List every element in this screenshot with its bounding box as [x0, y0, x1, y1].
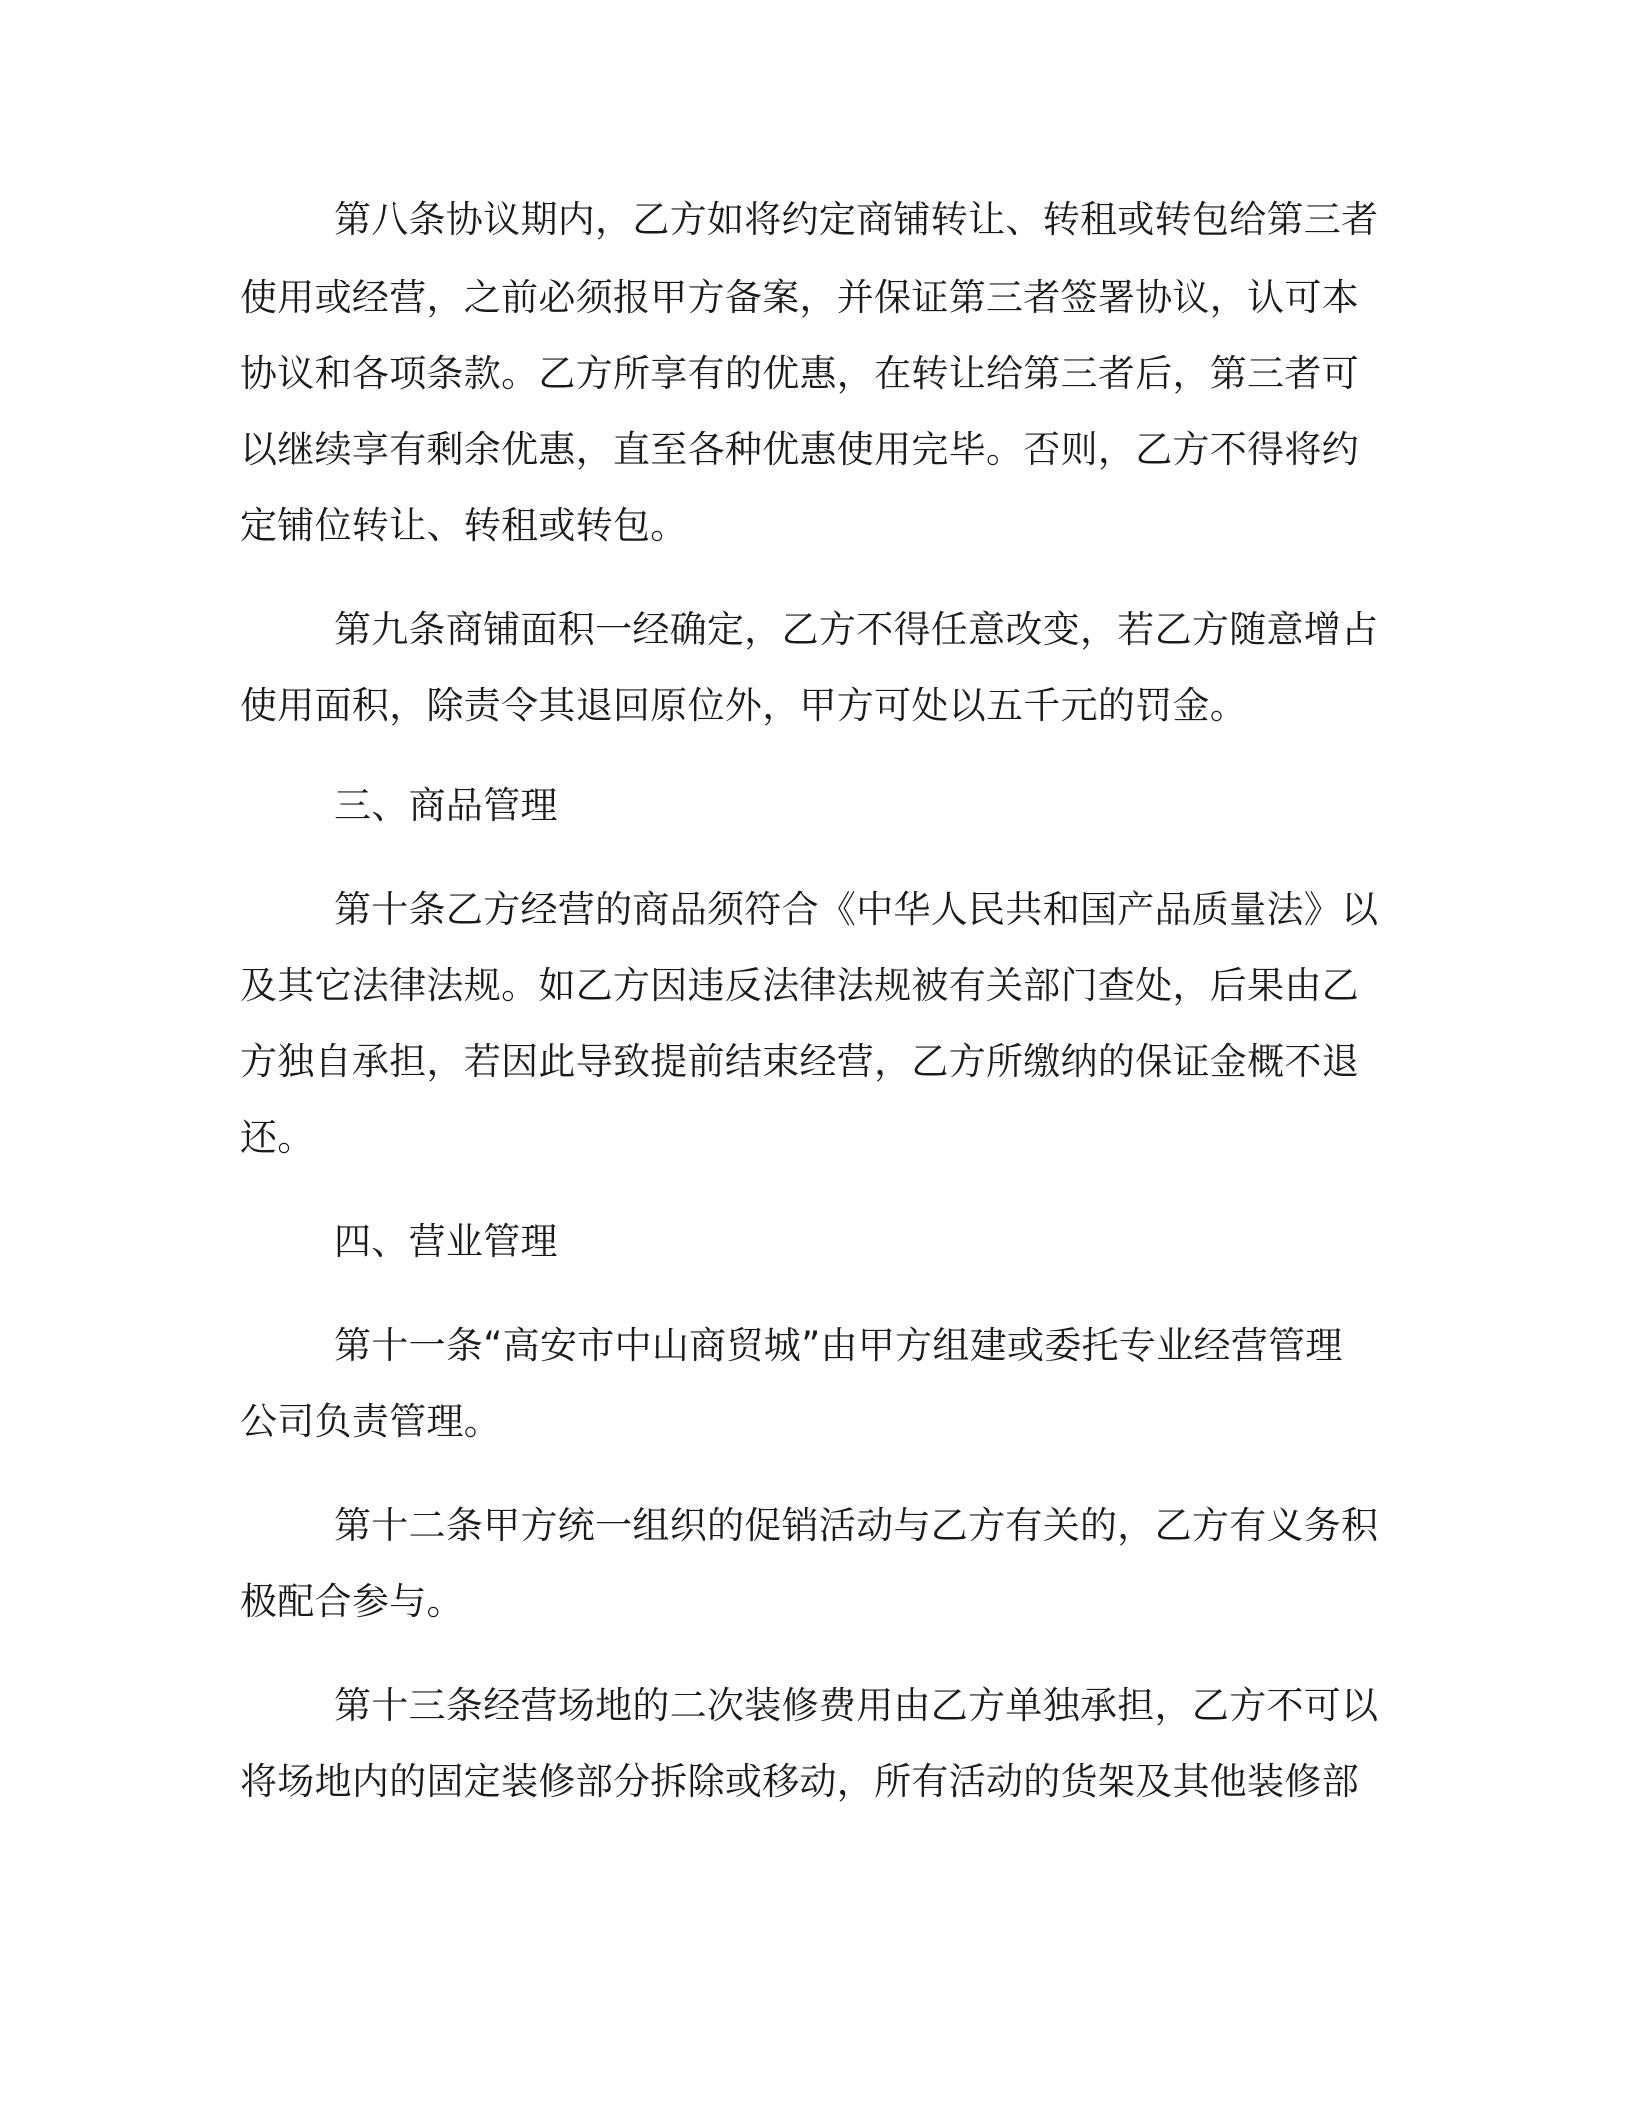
text-line: 公司负责管理。: [240, 1400, 502, 1443]
text-line: 方独自承担，若因此导致提前结束经营，乙方所缴纳的保证金概不退: [240, 1040, 1359, 1083]
text-line: 第九条商铺面积一经确定，乙方不得任意改变，若乙方随意增占: [334, 608, 1379, 651]
text-line: 还。: [240, 1116, 315, 1159]
text-line: 使用或经营，之前必须报甲方备案，并保证第三者签署协议，认可本: [240, 276, 1359, 319]
text-line: 极配合参与。: [240, 1580, 464, 1623]
section-heading-goods-management: 三、商品管理: [334, 784, 558, 827]
text-line: 第十二条甲方统一组织的促销活动与乙方有关的，乙方有义务积: [334, 1504, 1379, 1547]
text-line: 将场地内的固定装修部分拆除或移动，所有活动的货架及其他装修部: [240, 1760, 1359, 1803]
text-line: 使用面积，除责令其退回原位外，甲方可处以五千元的罚金。: [240, 684, 1248, 727]
section-heading-business-management: 四、营业管理: [334, 1220, 558, 1263]
text-line: 第十三条经营场地的二次装修费用由乙方单独承担，乙方不可以: [334, 1684, 1379, 1727]
text-line: 及其它法律法规。如乙方因违反法律法规被有关部门查处，后果由乙: [240, 964, 1359, 1007]
text-line: 定铺位转让、转租或转包。: [240, 504, 688, 547]
text-line: 以继续享有剩余优惠，直至各种优惠使用完毕。否则，乙方不得将约: [240, 428, 1359, 471]
text-line: 第十一条“高安市中山商贸城”由甲方组建或委托专业经营管理: [334, 1324, 1343, 1367]
text-line: 协议和各项条款。乙方所享有的优惠，在转让给第三者后，第三者可: [240, 352, 1359, 395]
text-line: 第十条乙方经营的商品须符合《中华人民共和国产品质量法》以: [334, 888, 1379, 931]
text-line: 第八条协议期内，乙方如将约定商铺转让、转租或转包给第三者: [334, 198, 1379, 241]
